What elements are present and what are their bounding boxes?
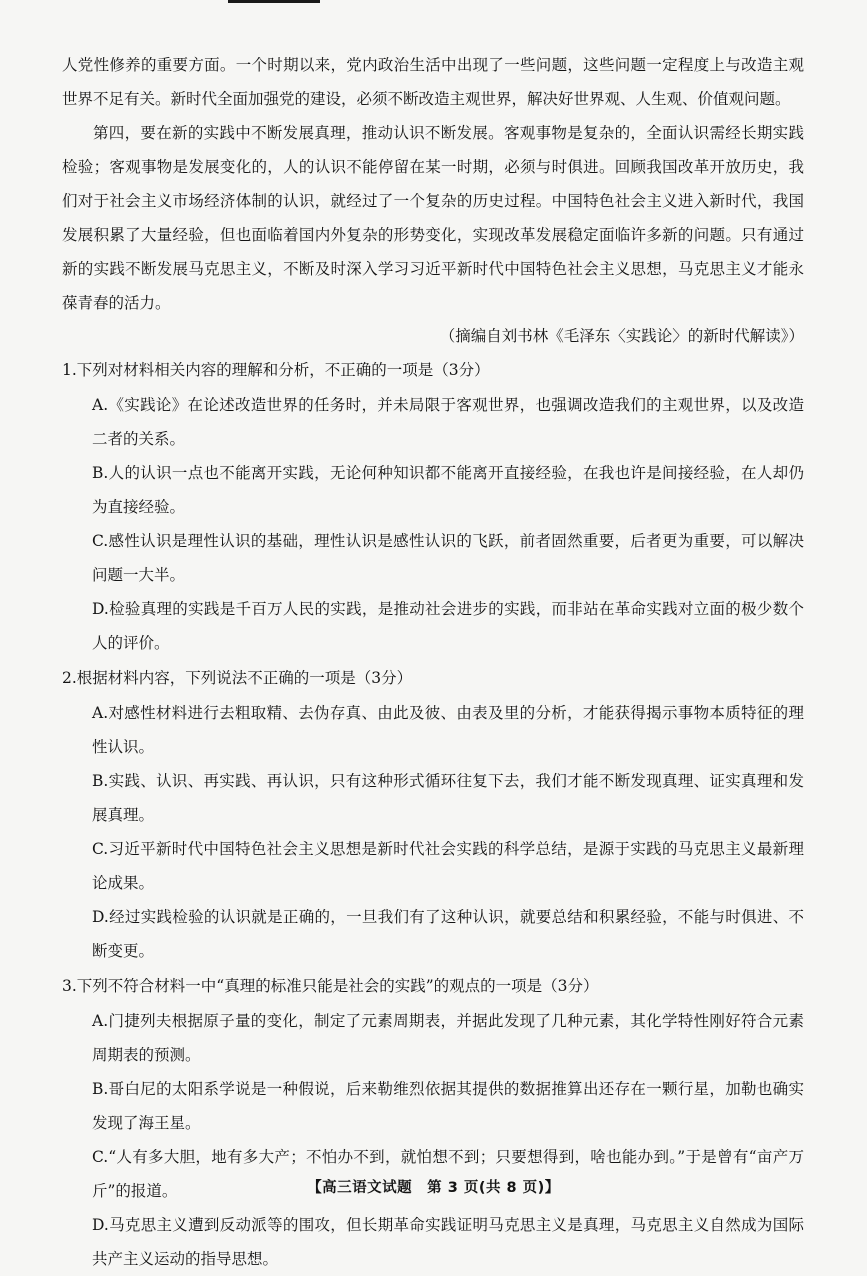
option-text: 哥白尼的太阳系学说是一种假说，后来勒维烈依据其提供的数据推算出还存在一颗行星，加勒也确实发现了海王星。	[92, 1080, 804, 1132]
option-letter: A.	[92, 396, 109, 414]
option-d	[92, 1208, 804, 1276]
option-letter: C.	[92, 1148, 109, 1166]
option-b	[92, 1072, 804, 1140]
passage-source-citation: （摘编自刘书林《毛泽东〈实践论〉的新时代解读》）	[439, 327, 804, 345]
option-text: 对感性材料进行去粗取精、去伪存真、由此及彼、由表及里的分析，才能获得揭示事物本质特征的理性认识。	[92, 704, 804, 756]
option-letter: A.	[92, 1012, 109, 1030]
option-letter: B.	[92, 464, 109, 482]
option-text: 感性认识是理性认识的基础，理性认识是感性认识的飞跃，前者固然重要，后者更为重要，可以解决问题一大半。	[92, 532, 804, 584]
question-2	[62, 660, 804, 968]
option-text: 检验真理的实践是千百万人民的实践，是推动社会进步的实践，而非站在革命实践对立面的极少数个人的评价。	[92, 600, 804, 652]
option-a	[92, 1004, 804, 1072]
option-text: 经过实践检验的认识就是正确的，一旦我们有了这种认识，就要总结和积累经验，不能与时俱进、不断变更。	[92, 908, 804, 960]
option-letter: D.	[92, 908, 109, 926]
question-stem: 2.根据材料内容，下列说法不正确的一项是（3分）	[62, 669, 413, 687]
option-text: 马克思主义遭到反动派等的围攻，但长期革命实践证明马克思主义是真理，马克思主义自然成为国际共产主义运动的指导思想。	[92, 1216, 804, 1268]
option-text: “人有多大胆，地有多大产；不怕办不到，就怕想不到；只要想得到，啥也能办到。”于是曾有“亩产万斤”的报道。	[92, 1148, 804, 1200]
option-letter: A.	[92, 704, 109, 722]
option-letter: B.	[92, 772, 109, 790]
option-list	[62, 696, 804, 968]
option-letter: D.	[92, 600, 109, 618]
option-list	[62, 388, 804, 660]
option-c	[92, 1140, 804, 1208]
question-1	[62, 352, 804, 660]
option-b	[92, 764, 804, 832]
option-text: 《实践论》在论述改造世界的任务时，并未局限于客观世界，也强调改造我们的主观世界，以及改造二者的关系。	[92, 396, 804, 448]
passage-paragraph-fourth-point: 第四，要在新的实践中不断发展真理，推动认识不断发展。客观事物是复杂的，全面认识需经长期实践检验；客观事物是发展变化的，人的认识不能停留在某一时期，必须与时俱进。回顾我国改革开放历史，我们对于社会主义市场经济体制的认识，就经过了一个复杂的历史过程。中国特色社会主义进入新时代，我国发展积累了大量经验，但也面临着国内外复杂的形势变化，实现改革发展稳定面临许多新的问题。只有通过新的实践不断发展马克思主义，不断及时深入学习习近平新时代中国特色社会主义思想，马克思主义才能永葆青春的活力。	[62, 124, 804, 312]
option-a	[92, 388, 804, 456]
option-list	[62, 1004, 804, 1276]
option-text: 实践、认识、再实践、再认识，只有这种形式循环往复下去，我们才能不断发现真理、证实真理和发展真理。	[92, 772, 804, 824]
page-footer: 【高三语文试题 第 3 页(共 8 页)】	[307, 1180, 560, 1196]
question-stem: 3.下列不符合材料一中“真理的标准只能是社会的实践”的观点的一项是（3分）	[62, 977, 599, 995]
exam-page	[62, 48, 804, 1276]
option-b	[92, 456, 804, 524]
option-text: 习近平新时代中国特色社会主义思想是新时代社会实践的科学总结，是源于实践的马克思主义最新理论成果。	[92, 840, 804, 892]
question-3	[62, 968, 804, 1276]
option-letter: D.	[92, 1216, 109, 1234]
option-d	[92, 900, 804, 968]
option-d	[92, 592, 804, 660]
option-a	[92, 696, 804, 764]
option-c	[92, 524, 804, 592]
option-c	[92, 832, 804, 900]
option-letter: C.	[92, 840, 109, 858]
top-scan-mark	[228, 0, 320, 3]
option-letter: C.	[92, 532, 109, 550]
option-text: 人的认识一点也不能离开实践，无论何种知识都不能离开直接经验，在我也许是间接经验，在人却仍为直接经验。	[92, 464, 804, 516]
option-text: 门捷列夫根据原子量的变化，制定了元素周期表，并据此发现了几种元素，其化学特性刚好符合元素周期表的预测。	[92, 1012, 804, 1064]
question-stem: 1.下列对材料相关内容的理解和分析，不正确的一项是（3分）	[62, 361, 490, 379]
passage-paragraph-continued: 人党性修养的重要方面。一个时期以来，党内政治生活中出现了一些问题，这些问题一定程度上与改造主观世界不足有关。新时代全面加强党的建设，必须不断改造主观世界，解决好世界观、人生观、价值观问题。	[62, 56, 804, 108]
option-letter: B.	[92, 1080, 109, 1098]
